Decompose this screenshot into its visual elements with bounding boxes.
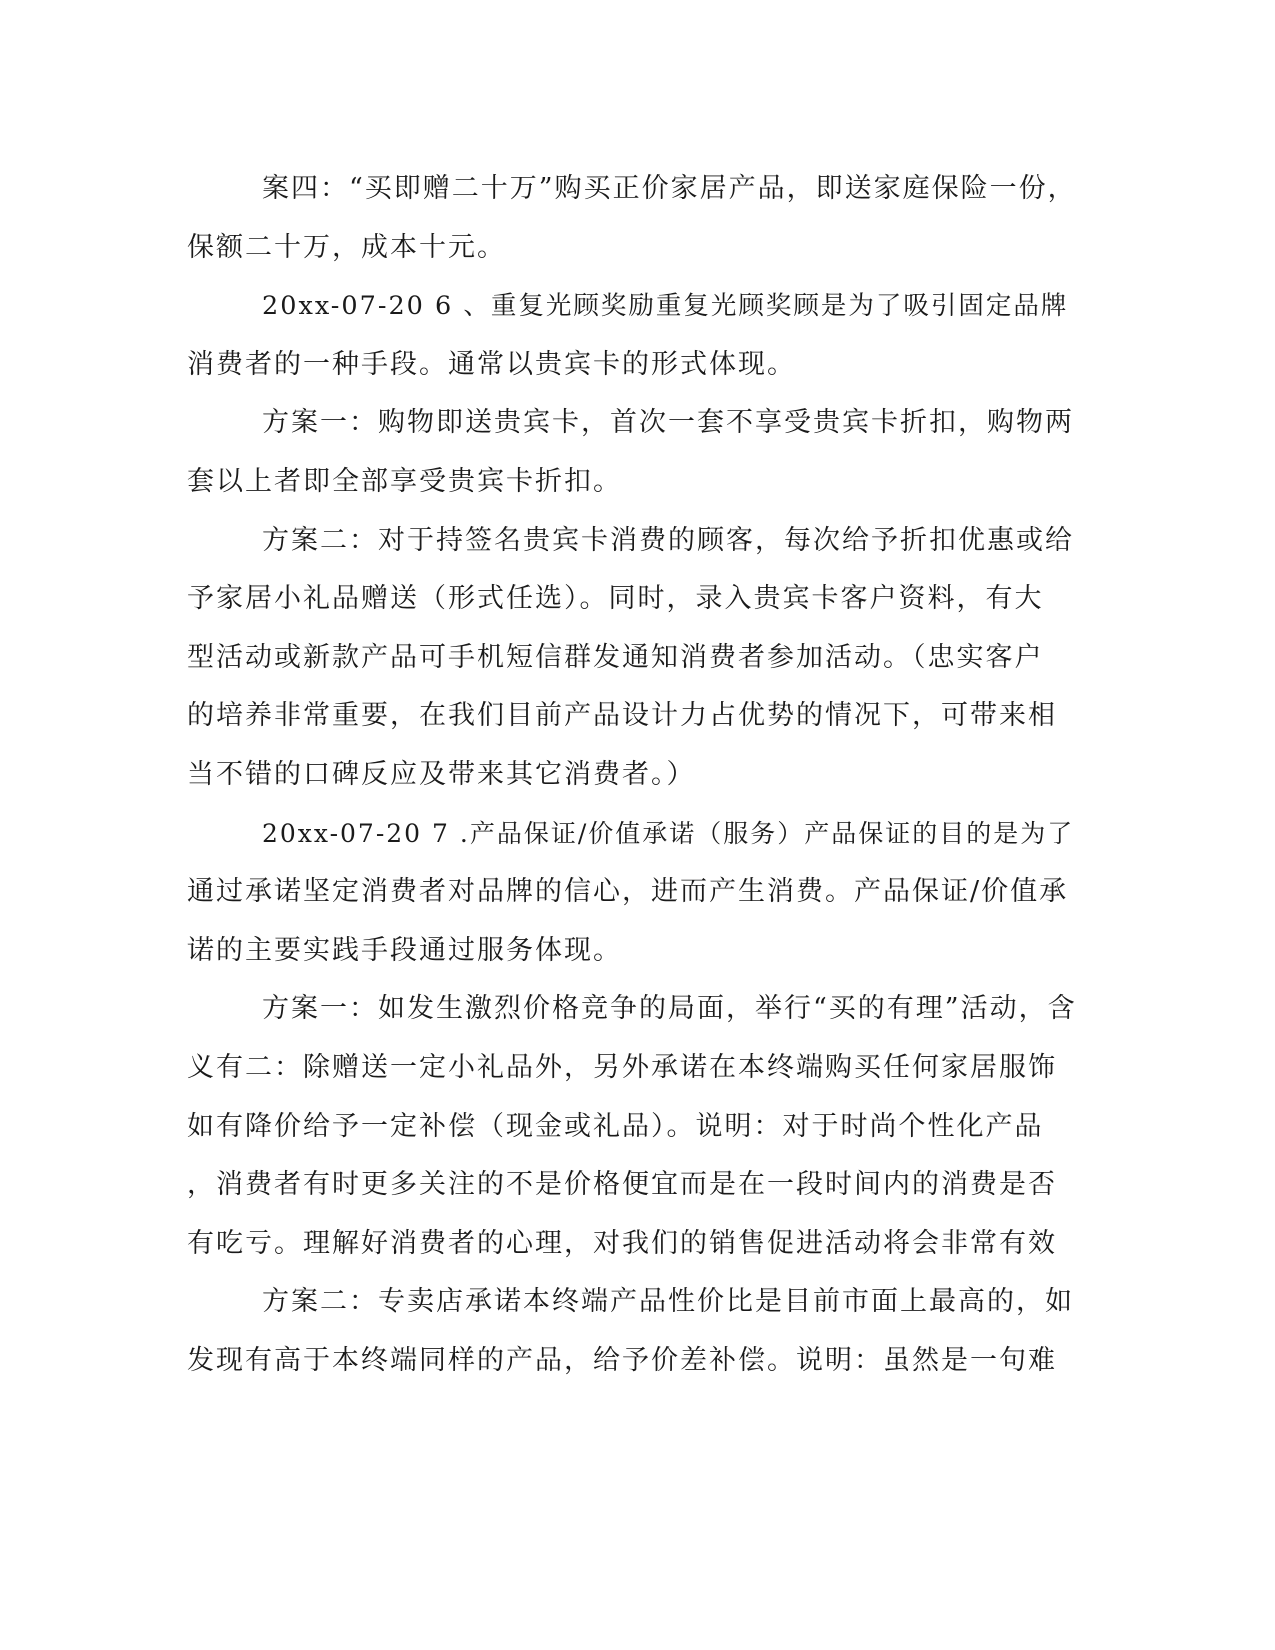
document-body [187, 160, 1077, 1390]
text-line: 的培养非常重要，在我们目前产品设计力占优势的情况下，可带来相 [187, 700, 1057, 732]
text-line: ，消费者有时更多关注的不是价格便宜而是在一段时间内的消费是否 [187, 1169, 1057, 1201]
text-line: 案四：“买即赠二十万”购买正价家居产品，即送家庭保险一份， [262, 173, 1077, 204]
text-line: 通过承诺坚定消费者对品牌的信心，进而产生消费。产品保证/价值承 [187, 876, 1069, 908]
text-line: 发现有高于本终端同样的产品，给予价差补偿。说明：虽然是一句难 [187, 1344, 1057, 1376]
text-line: 义有二：除赠送一定小礼品外，另外承诺在本终端购买任何家居服饰 [187, 1051, 1057, 1083]
text-line: 保额二十万，成本十元。 [187, 231, 506, 263]
text-line: 有吃亏。理解好消费者的心理，对我们的销售促进活动将会非常有效 [187, 1227, 1057, 1259]
text-line: 20xx-07-20 7 .产品保证/价值承诺（服务）产品保证的目的是为了 [262, 818, 1075, 848]
text-line: 方案一：购物即送贵宾卡，首次一套不享受贵宾卡折扣，购物两 [262, 407, 1074, 439]
text-line: 予家居小礼品赠送（形式任选）。同时，录入贵宾卡客户资料，有大 [187, 583, 1044, 615]
text-line: 型活动或新款产品可手机短信群发通知消费者参加活动。（忠实客户 [187, 641, 1044, 673]
text-line: 套以上者即全部享受贵宾卡折扣。 [187, 465, 622, 497]
text-line: 方案二：专卖店承诺本终端产品性价比是目前市面上最高的，如 [262, 1286, 1074, 1318]
text-line: 当不错的口碑反应及带来其它消费者。） [187, 758, 696, 790]
text-line: 如有降价给予一定补偿（现金或礼品）。说明：对于时尚个性化产品 [187, 1110, 1044, 1142]
text-line: 诺的主要实践手段通过服务体现。 [187, 934, 622, 966]
text-line: 消费者的一种手段。通常以贵宾卡的形式体现。 [187, 348, 796, 380]
text-line: 方案一：如发生激烈价格竞争的局面，举行“买的有理”活动，含 [262, 993, 1077, 1025]
text-line: 方案二：对于持签名贵宾卡消费的顾客，每次给予折扣优惠或给 [262, 524, 1074, 556]
text-line: 20xx-07-20 6 、重复光顾奖励重复光顾奖顾是为了吸引固定品牌 [262, 291, 1069, 322]
